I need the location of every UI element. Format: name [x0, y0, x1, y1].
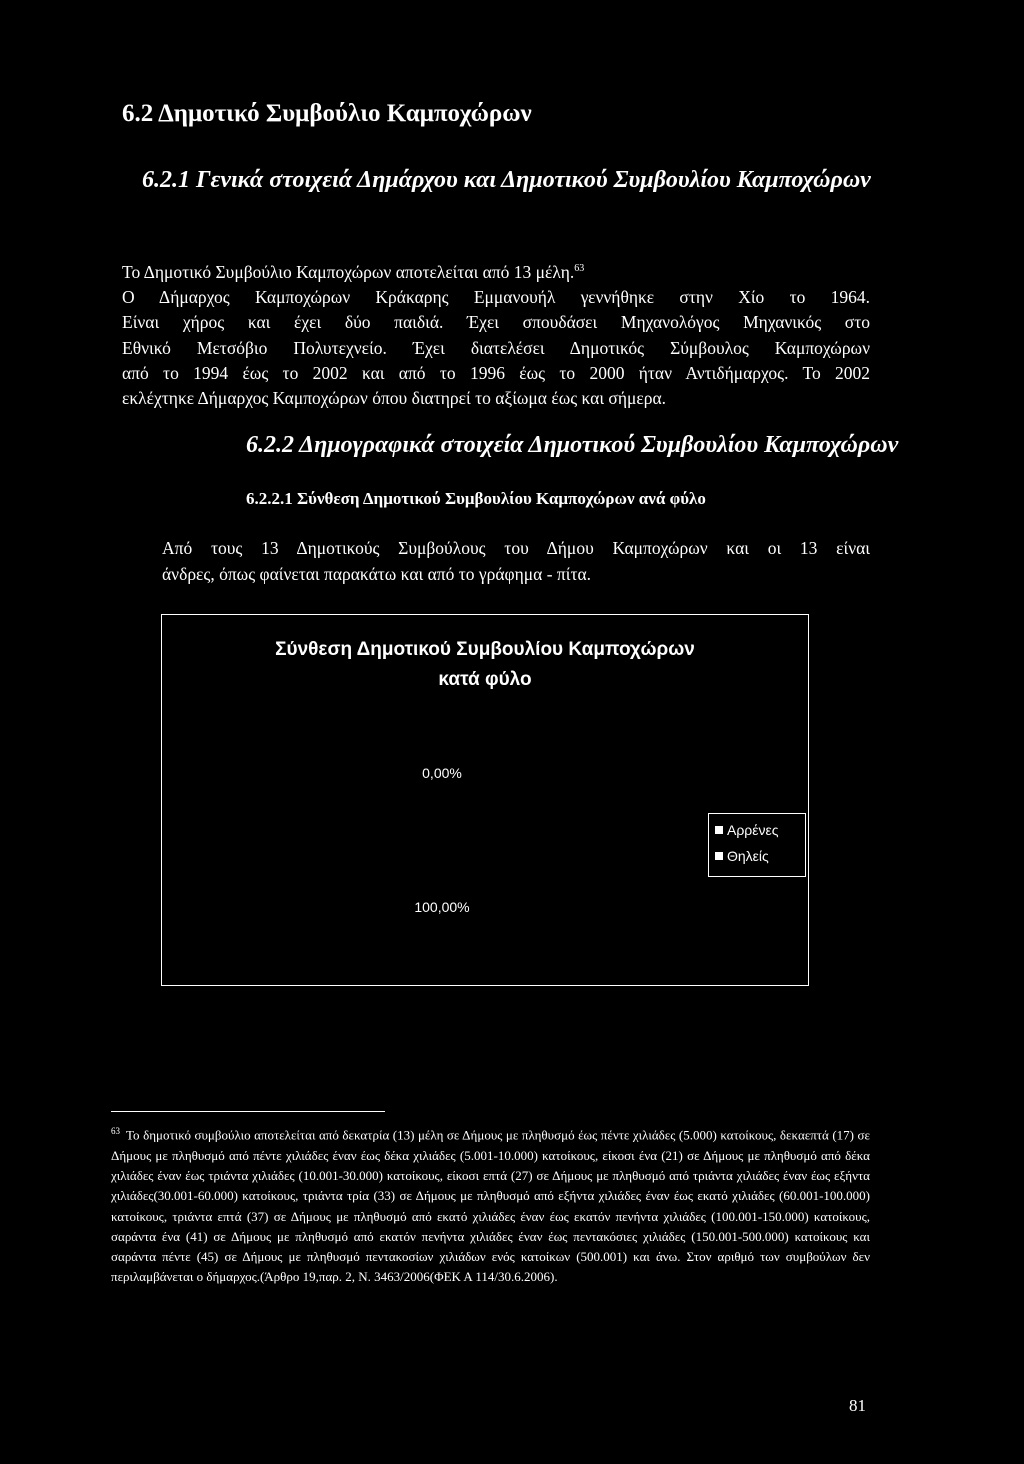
page-number: 81 — [849, 1396, 866, 1415]
subsection-title: 6.2.2 Δημογραφικά στοιχεία Δημοτικού Συμβουλίου Καμποχώρων — [246, 432, 899, 458]
legend-label: Αρρένες — [727, 822, 779, 838]
chart-title — [162, 635, 808, 695]
legend-swatch — [715, 852, 723, 860]
footnote-number: 63 — [111, 1126, 120, 1136]
footnote-text: Το δημοτικό συμβούλιο αποτελείται από δεκατρία (13) μέλη σε Δήμους με πληθυσμό έως πέντε χιλιάδες (5.000) κατοίκους, δεκαεπτά (17) σε Δήμους με πληθυσμό από πέντε χιλιάδες έναν έως δέκα χιλιάδες (5.001-10.000) κατοίκους, είκοσι ένα (21) σε Δήμους με πληθυσμό από δέκα χιλιάδες έναν έως τριάντα χιλιάδες (10.001-30.000) κατοίκους, είκοσι επτά (27) σε Δήμους με πληθυσμό από τριάντα χιλιάδες έναν έως εξήντα χιλιάδες(30.001-60.000) κατοίκους, τριάντα τρία (33) σε Δήμους με πληθυσμό από εξήντα χιλιάδες έναν έως εκατό χιλιάδες (60.001-100.000) κατοίκους, τριάντα επτά (37) σε Δήμους με πληθυσμό από εκατό χιλιάδες έναν έως εκατόν πενήντα χιλιάδες (100.001-150.000) κατοίκους, σαράντα ένα (41) σε Δήμους με πληθυσμό από εκατόν πενήντα χιλιάδες έναν έως πεντακόσιες χιλιάδες (150.001-500.000) κατοίκους και σαράντα πέντε (45) σε Δήμους με πληθυσμό πεντακοσίων χιλιάδων ενός κατοίκων (500.001) και άνω. Στον αριθμό των συμβούλων δεν περιλαμβάνεται ο δήμαρχος.(Άρθρο 19,παρ. 2, Ν. 3463/2006(ΦΕΚ Α 114/30.6.2006). — [111, 1127, 870, 1285]
legend-item-female — [715, 848, 769, 864]
intro-paragraph — [122, 256, 870, 412]
paragraph-line: άνδρες, όπως φαίνεται παρακάτω και από το γράφημα - πίτα. — [162, 563, 592, 584]
chart-title-line: κατά φύλο — [438, 669, 532, 690]
intro-line-text: Το Δημοτικό Συμβούλιο Καμποχώρων αποτελείται από 13 μέλη. — [122, 261, 575, 282]
chart-legend — [708, 813, 806, 877]
legend-label: Θηλείς — [727, 848, 769, 864]
data-label-male: 100,00% — [414, 899, 470, 915]
intro-line — [122, 256, 870, 285]
intro-line: Εθνικό Μετσόβιο Πολυτεχνείο. Έχει διατελέσει Δημοτικός Σύμβουλος Καμποχώρων — [122, 337, 870, 358]
pie-slice-male — [362, 760, 522, 920]
footnote-divider — [111, 1111, 385, 1112]
footnote-reference: 63 — [574, 263, 585, 274]
pie-chart — [161, 614, 809, 986]
subsubsection-title: 6.2.2.1 Σύνθεση Δημοτικού Συμβουλίου Καμποχώρων ανά φύλο — [246, 489, 706, 508]
intro-line: Είναι χήρος και έχει δύο παιδιά. Έχει σπουδάσει Μηχανολόγος Μηχανικός στο — [122, 312, 870, 333]
legend-item-male — [715, 822, 779, 838]
paragraph-line: Από τους 13 Δημοτικούς Συμβούλους του Δήμου Καμποχώρων και οι 13 είναι — [162, 538, 870, 558]
footnote — [111, 1121, 870, 1288]
legend-swatch — [715, 826, 723, 834]
data-label-female: 0,00% — [422, 765, 462, 781]
section-title: 6.2 Δημοτικό Συμβούλιο Καμποχώρων — [122, 100, 532, 127]
intro-line: από το 1994 έως το 2002 και από το 1996 έως το 2000 ήταν Αντιδήμαρχος. Το 2002 — [122, 363, 870, 384]
subsection-title: 6.2.1 Γενικά στοιχειά Δημάρχου και Δημοτικού Συμβουλίου Καμποχώρων — [142, 167, 871, 193]
chart-title-line: Σύνθεση Δημοτικού Συμβουλίου Καμποχώρων — [275, 639, 695, 660]
composition-paragraph — [162, 536, 870, 587]
intro-line: εκλέχτηκε Δήμαρχος Καμποχώρων όπου διατηρεί το αξίωμα έως και σήμερα. — [122, 388, 667, 409]
intro-line: Ο Δήμαρχος Καμποχώρων Κράκαρης Εμμανουήλ γεννήθηκε στην Χίο το 1964. — [122, 287, 870, 308]
